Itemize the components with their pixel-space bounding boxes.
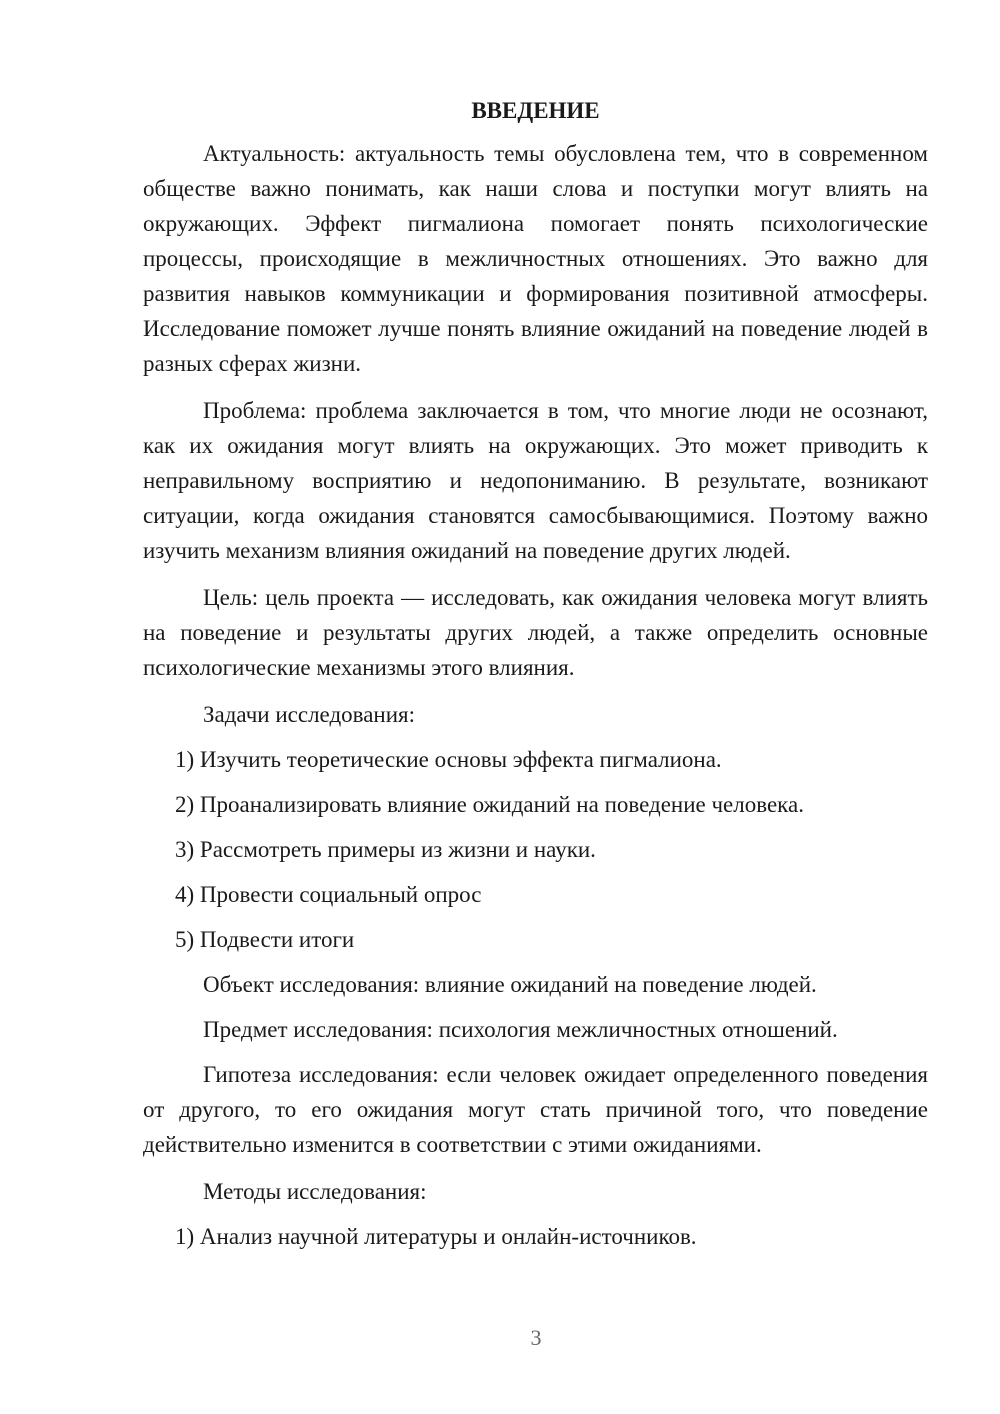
relevance-paragraph: Актуальность: актуальность темы обусловлена тем, что в современном обществе важно понимать, как наши слова и поступки могут влиять на окружающих. Эффект пигмалиона помогает понять психологические процессы, происходящие в межличностных отношениях. Это важно для развития навыков коммуникации и формирования позитивной атмосферы. Исследование поможет лучше понять влияние ожиданий на поведение людей в разных сферах жизни. (143, 141, 928, 376)
object-line: Объект исследования: влияние ожиданий на поведение людей. (203, 972, 817, 997)
task-item: 5) Подвести итоги (175, 927, 355, 952)
method-item: 1) Анализ научной литературы и онлайн-источников. (175, 1224, 697, 1249)
goal-paragraph: Цель: цель проекта — исследовать, как ожидания человека могут влиять на поведение и результаты других людей, а также определить основные психологические механизмы этого влияния. (143, 585, 928, 680)
task-item: 3) Рассмотреть примеры из жизни и науки. (175, 837, 596, 862)
page-content (143, 96, 928, 1264)
problem-paragraph: Проблема: проблема заключается в том, что многие люди не осознают, как их ожидания могут влиять на окружающих. Это может приводить к неправильному восприятию и недопониманию. В результате, возникают ситуации, когда ожидания становятся самосбывающимися. Поэтому важно изучить механизм влияния ожиданий на поведение других людей. (143, 398, 928, 563)
tasks-heading: Задачи исследования: (203, 702, 416, 727)
task-item: 4) Провести социальный опрос (175, 882, 482, 907)
subject-line: Предмет исследования: психология межличностных отношений. (203, 1017, 838, 1042)
page-title: ВВЕДЕНИЕ (471, 98, 600, 123)
task-item: 2) Проанализировать влияние ожиданий на поведение человека. (175, 792, 804, 817)
methods-heading: Методы исследования: (203, 1179, 427, 1204)
task-item: 1) Изучить теоретические основы эффекта пигмалиона. (175, 747, 722, 772)
page-number: 3 (530, 1325, 542, 1350)
hypothesis-paragraph: Гипотеза исследования: если человек ожидает определенного поведения от другого, то его ожидания могут стать причиной того, что поведение действительно изменится в соответствии с этими ожиданиями. (143, 1062, 928, 1157)
